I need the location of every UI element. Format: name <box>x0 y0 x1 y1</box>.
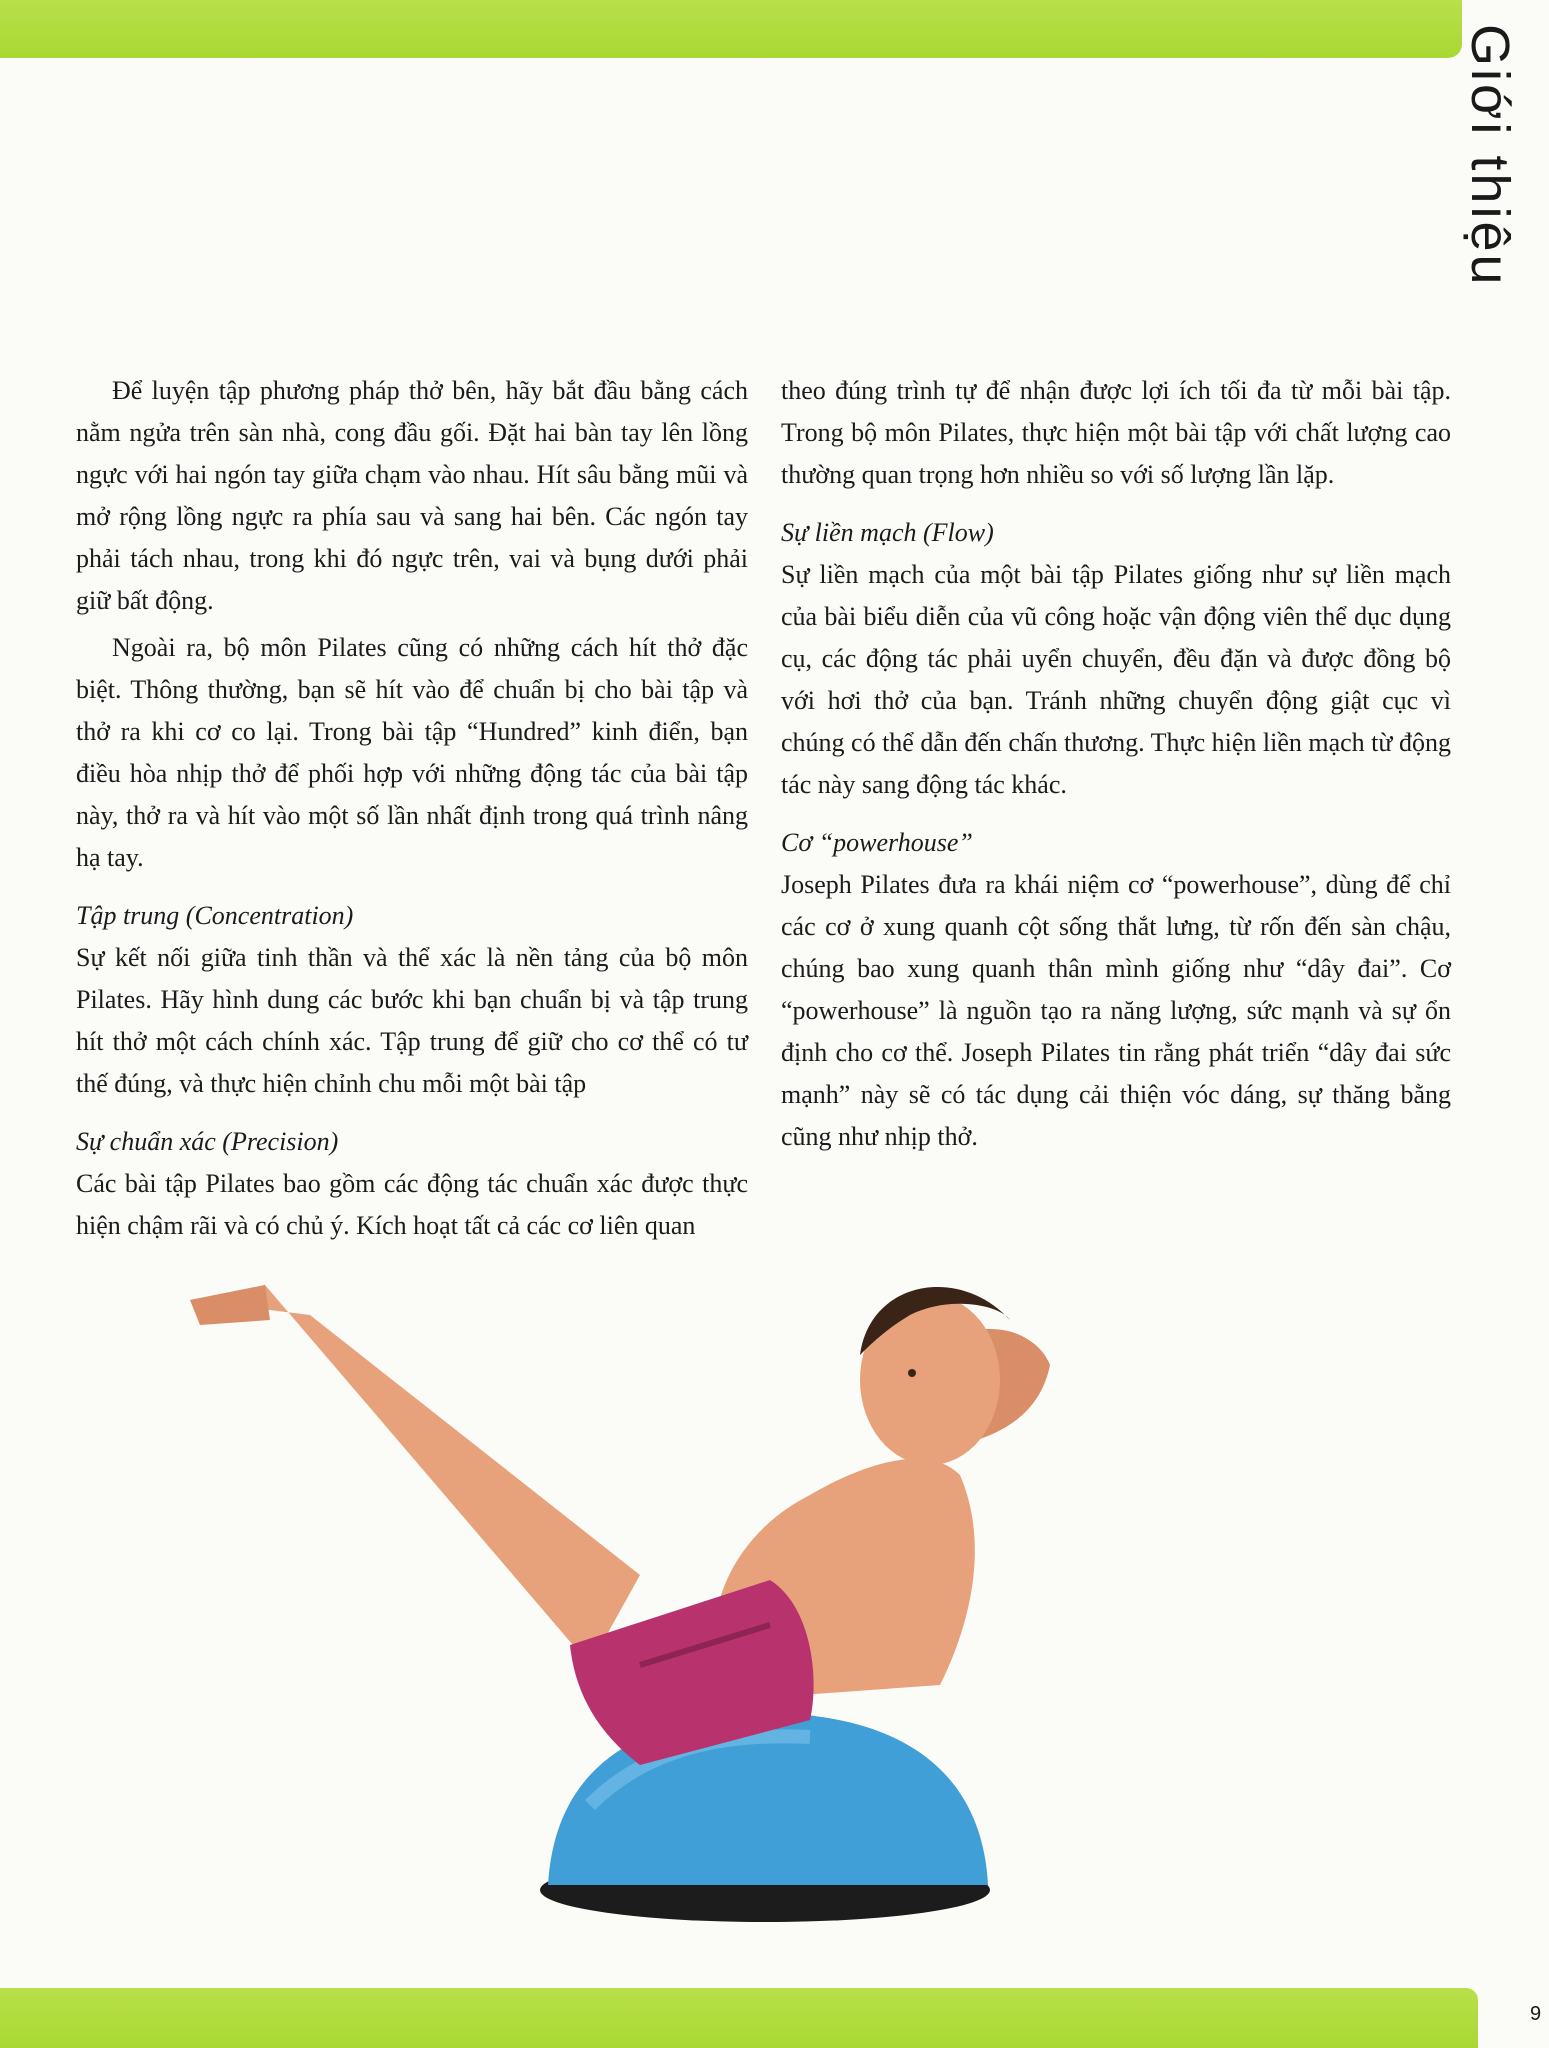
bottom-color-band <box>0 1988 1478 2048</box>
figure-legs <box>190 1285 640 1665</box>
paragraph-precision-continued: theo đúng trình tự để nhận được lợi ích tối đa từ mỗi bài tập. Trong bộ môn Pilates, thực hiện một bài tập với chất lượng cao thường quan trọng hơn nhiều so với số lượng lần lặp. <box>781 376 1451 489</box>
paragraph-flow: Sự liền mạch của một bài tập Pilates giống như sự liền mạch của bài biểu diễn của vũ công hoặc vận động viên thể dục dụng cụ, các động tác phải uyển chuyển, đều đặn và được đồng bộ với hơi thở của bạn. Tránh những chuyển động giật cục vì chúng có thể dẫn đến chấn thương. Thực hiện liền mạch từ động tác này sang động tác khác. <box>781 560 1451 799</box>
paragraph-concentration: Sự kết nối giữa tinh thần và thể xác là nền tảng của bộ môn Pilates. Hãy hình dung các bước khi bạn chuẩn bị và tập trung hít thở một cách chính xác. Tập trung để giữ cho cơ thể có tư thế đúng, và thực hiện chỉnh chu mỗi một bài tập <box>76 943 748 1098</box>
paragraph-special-breathing: Ngoài ra, bộ môn Pilates cũng có những cách hít thở đặc biệt. Thông thường, bạn sẽ hít vào để chuẩn bị cho bài tập và thở ra khi cơ co lại. Trong bài tập “Hundred” kinh điển, bạn điều hòa nhịp thở để phối hợp với những động tác của bài tập này, thở ra và hít vào một số lần nhất định trong quá trình nâng hạ tay. <box>76 633 748 872</box>
heading-flow: Sự liền mạch (Flow) <box>781 518 994 547</box>
paragraph-powerhouse: Joseph Pilates đưa ra khái niệm cơ “powerhouse”, dùng để chỉ các cơ ở xung quanh cột sống thắt lưng, từ rốn đến sàn chậu, chúng bao xung quanh thân mình giống như “dây đai”. Cơ “powerhouse” là nguồn tạo ra năng lượng, sức mạnh và sự ổn định cho cơ thể. Joseph Pilates tin rằng phát triển “dây đai sức mạnh” này sẽ có tác dụng cải thiện vóc dáng, sự thăng bằng cũng như nhịp thở. <box>781 870 1451 1151</box>
paragraph-precision: Các bài tập Pilates bao gồm các động tác chuẩn xác được thực hiện chậm rãi và có chủ ý. Kích hoạt tất cả các cơ liên quan <box>76 1169 748 1240</box>
heading-concentration: Tập trung (Concentration) <box>76 901 354 930</box>
pilates-figure-illustration <box>170 1245 1260 1935</box>
right-column <box>781 370 1451 1158</box>
pilates-exercise-photo <box>170 1245 1260 1935</box>
section-title: Giới thiệu <box>1460 24 1520 288</box>
heading-powerhouse: Cơ “powerhouse” <box>781 828 973 857</box>
heading-precision: Sự chuẩn xác (Precision) <box>76 1127 339 1156</box>
top-color-band <box>0 0 1462 58</box>
paragraph-lateral-breathing: Để luyện tập phương pháp thở bên, hãy bắt đầu bằng cách nằm ngửa trên sàn nhà, cong đầu gối. Đặt hai bàn tay lên lồng ngực với hai ngón tay giữa chạm vào nhau. Hít sâu bằng mũi và mở rộng lồng ngực ra phía sau và sang hai bên. Các ngón tay phải tách nhau, trong khi đó ngực trên, vai và bụng dưới phải giữ bất động. <box>76 376 748 615</box>
page-number: 9 <box>1530 2003 1542 2025</box>
left-column <box>76 370 748 1247</box>
